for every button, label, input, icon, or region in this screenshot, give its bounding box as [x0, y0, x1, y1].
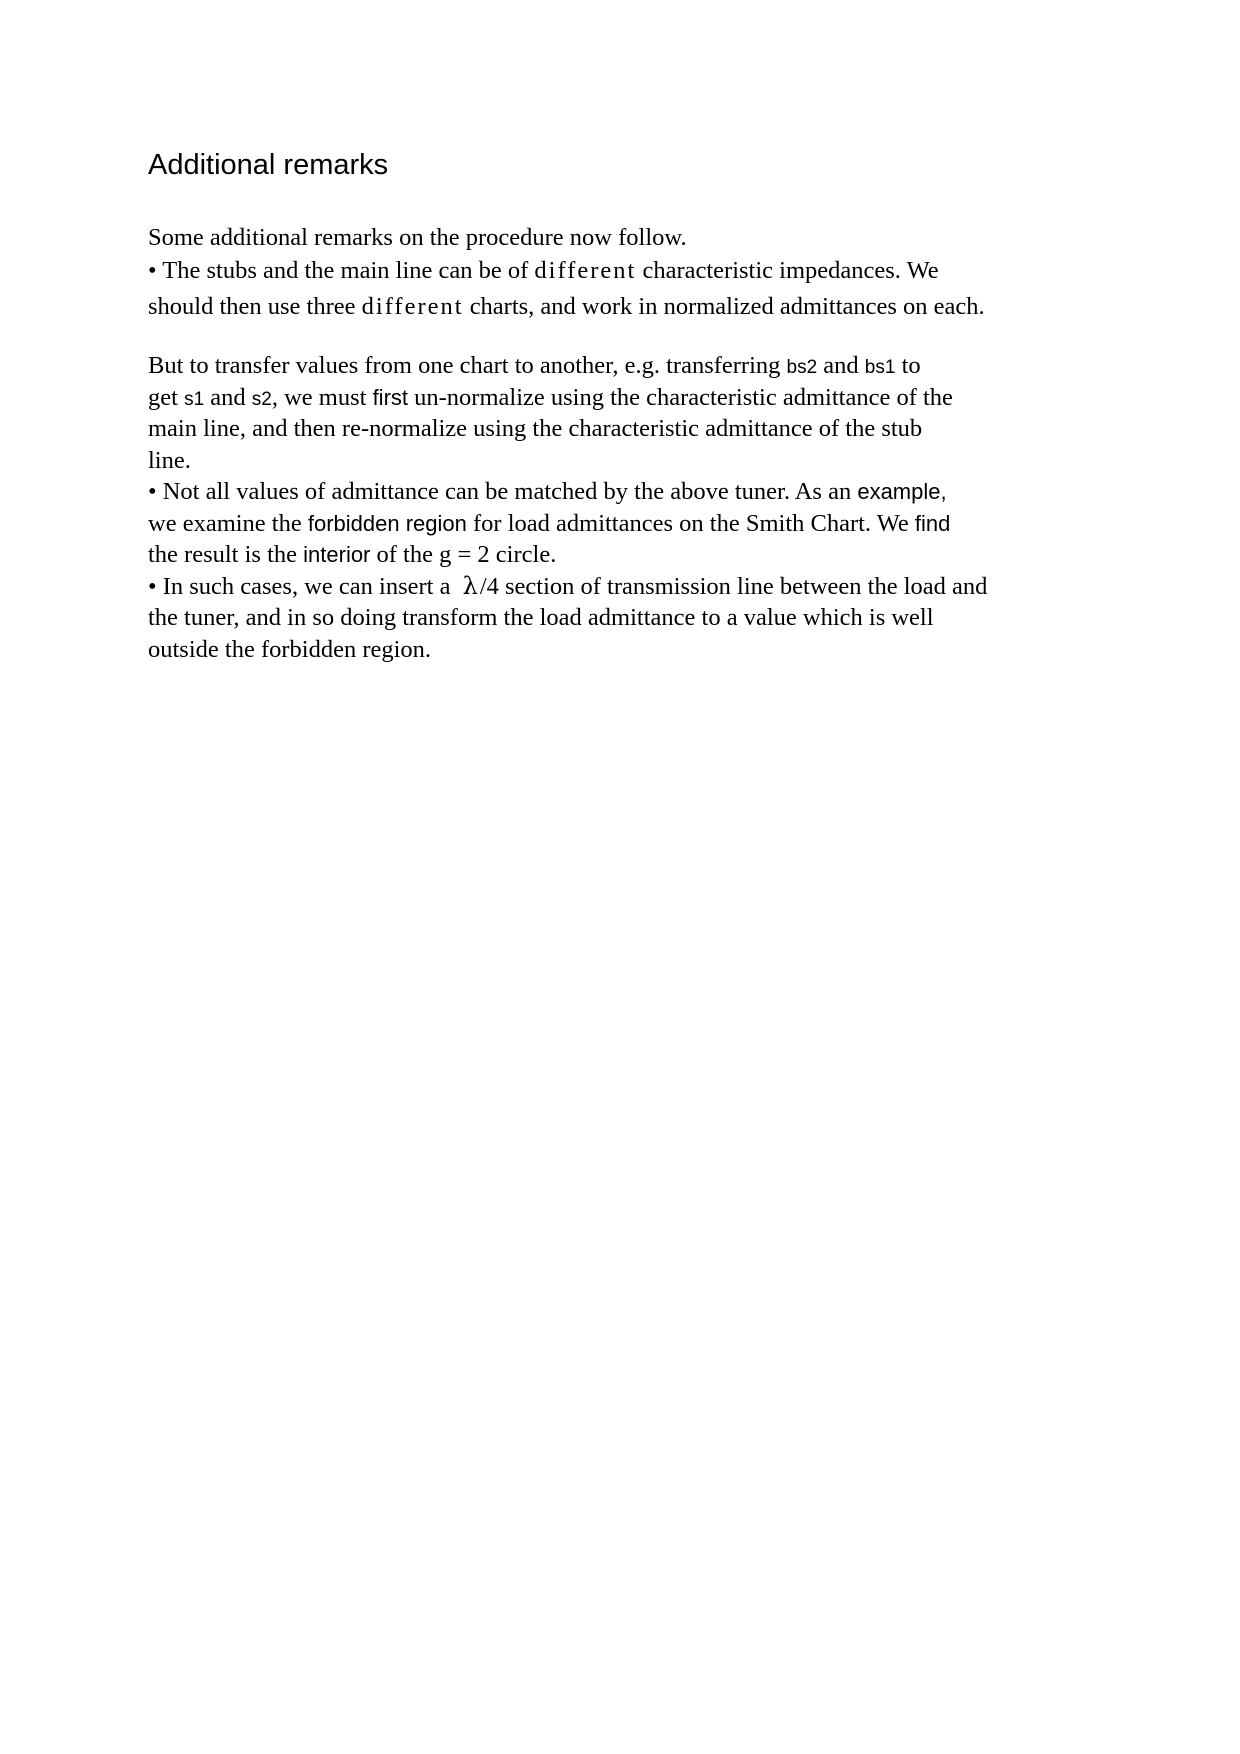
intro-block [148, 222, 1088, 325]
word-different-2: different [361, 293, 464, 320]
symbol-s2: s2 [251, 388, 272, 410]
word-example: example, [857, 479, 947, 504]
transfer-line-2: get s1 and s2, we must first un-normalize using the characteristic admittance of the [148, 383, 953, 411]
bullet-quarter-wave-line-1: • In such cases, we can insert a λ/4 section of transmission line between the load and [148, 571, 988, 600]
bullet-stubs-line-2: should then use three different charts, and work in normalized admittances on each. [148, 293, 985, 320]
phrase-forbidden-region: forbidden region [307, 510, 467, 536]
section-heading: Additional remarks [148, 149, 389, 181]
bullet-stubs-line-1: • The stubs and the main line can be of different characteristic impedances. We [148, 257, 939, 284]
intro-line: Some additional remarks on the procedure now follow. [148, 224, 687, 251]
transfer-block [148, 350, 1088, 665]
symbol-bs1: bs1 [864, 357, 896, 378]
bullet-quarter-wave-line-3: outside the forbidden region. [148, 635, 432, 663]
bullet-admittance-line-3: the result is the interior of the g = 2 circle. [148, 541, 557, 568]
symbol-s1: s1 [184, 388, 205, 410]
word-different: different [534, 257, 637, 284]
lambda-symbol: λ [462, 571, 478, 600]
word-first: first [372, 384, 409, 410]
word-interior: interior [303, 542, 371, 567]
word-find: find [914, 510, 951, 536]
symbol-bs2: bs2 [786, 357, 818, 378]
bullet-admittance-line-1: • Not all values of admittance can be matched by the above tuner. As an example, [148, 478, 947, 505]
bullet-quarter-wave-line-2: the tuner, and in so doing transform the load admittance to a value which is well [148, 604, 934, 631]
transfer-line-4: line. [148, 446, 191, 474]
bullet-admittance-line-2: we examine the forbidden region for load admittances on the Smith Chart. We find [148, 509, 951, 537]
transfer-line-1: But to transfer values from one chart to another, e.g. transferring bs2 and bs1 to [148, 352, 921, 379]
transfer-line-3: main line, and then re-normalize using the characteristic admittance of the stub [148, 415, 923, 442]
